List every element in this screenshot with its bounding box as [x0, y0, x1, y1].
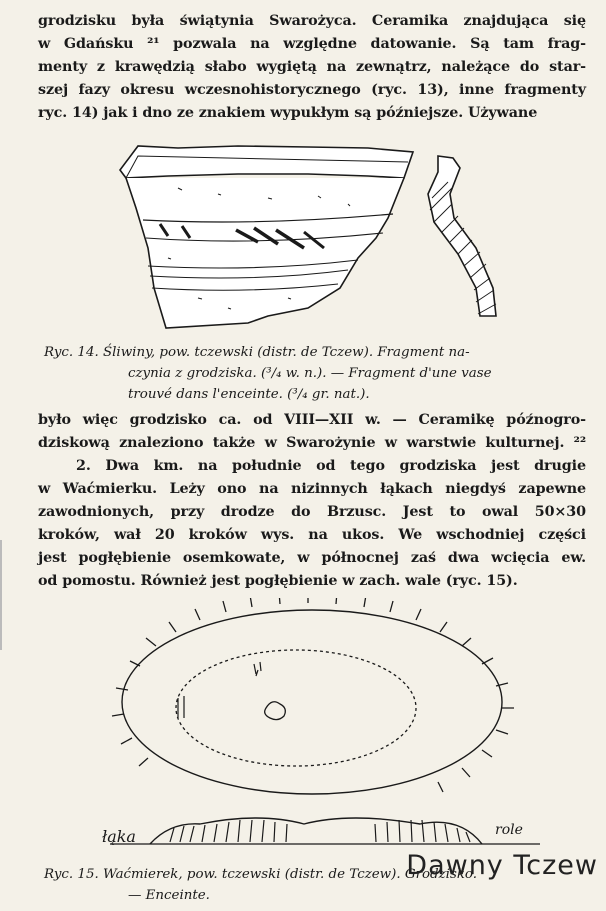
text-line: jest pogłębienie osemkowate, w północnej zaś dwa wcięcia ew. — [38, 550, 586, 566]
text-line: menty z krawędzią słabo wygiętą na zewnątrz, należące do star- — [38, 59, 586, 75]
text-line: szej fazy okresu wczesnohistorycznego (ryc. 13), inne fragmenty — [38, 82, 586, 98]
text-line: od pomostu. Również jest pogłębienie w zach. wale (ryc. 15). — [38, 573, 518, 589]
text-line: było więc grodzisko ca. od VIII—XII w. — Ceramikę późnogro- — [38, 412, 586, 428]
meadow-label: łąka — [102, 827, 136, 846]
scan-edge — [0, 540, 2, 650]
stronghold-plan-figure — [90, 598, 560, 863]
middle-paragraph — [38, 409, 586, 593]
profile-section — [428, 156, 496, 316]
caption-line: — Enceinte. — [128, 888, 210, 903]
figure-14-caption — [44, 342, 592, 405]
text-line: zawodnionych, przy drodze do Brzusc. Jest to owal 50×30 — [38, 504, 586, 520]
text-line: w Waćmierku. Leży ono na nizinnych łąkach niegdyś zapewne — [38, 481, 586, 497]
watermark-logo: Dawny Tczew — [406, 850, 598, 881]
text-line: grodzisku była świątynia Swarożyca. Ceramika znajdująca się — [38, 13, 586, 29]
caption-line: Ryc. 14. Śliwiny, pow. tczewski (distr. de Tczew). Fragment na- — [44, 345, 470, 360]
field-label: role — [495, 822, 523, 838]
pottery-fragment-figure — [108, 138, 528, 338]
caption-line: czynia z grodziska. (³/₄ w. n.). — Fragment d'une vase — [128, 366, 492, 381]
caption-line: Ryc. 15. Waćmierek, pow. tczewski (distr. de Tczew). Grodzisko. — [44, 867, 478, 882]
text-line: w Gdańsku ²¹ pozwala na względne datowanie. Są tam frag- — [38, 36, 586, 52]
text-line: kroków, wał 20 kroków wys. na ukos. We wschodniej części — [38, 527, 586, 543]
caption-line: trouvé dans l'enceinte. (³/₄ gr. nat.). — [128, 387, 370, 402]
text-line: ryc. 14) jak i dno ze znakiem wypukłym są późniejsze. Używane — [38, 105, 538, 121]
top-paragraph — [38, 10, 586, 125]
text-line: dziskową znaleziono także w Swarożynie w warstwie kulturnej. ²² — [38, 435, 586, 451]
text-line: 2. Dwa km. na południe od tego grodziska jest drugie — [76, 458, 586, 474]
